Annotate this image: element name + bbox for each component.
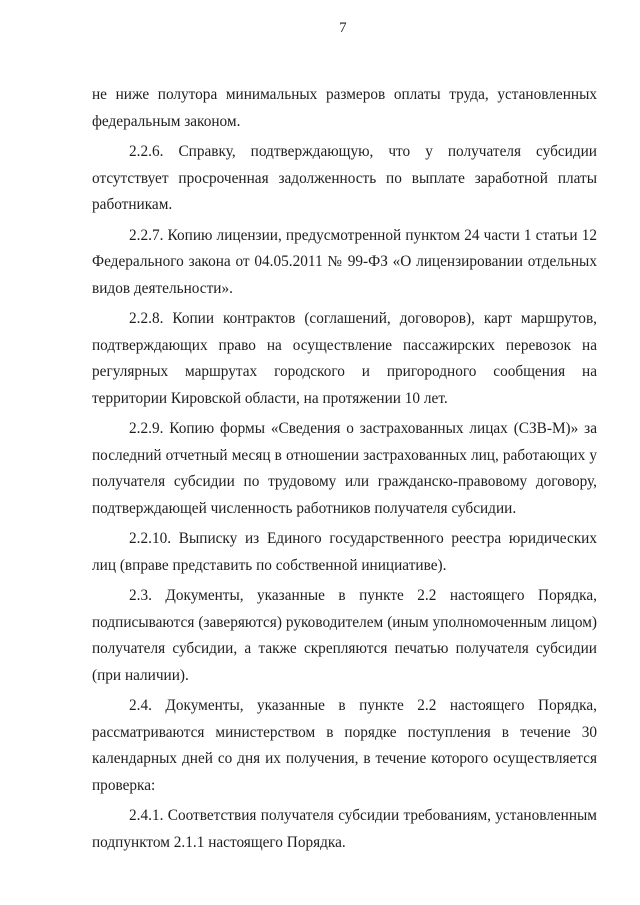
paragraph-2-4-1: 2.4.1. Соответствия получателя субсидии требованиям, установленным подпунктом 2.1.1 настоящего Порядка.	[92, 807, 597, 851]
paragraph-2-2-8: 2.2.8. Копии контрактов (соглашений, договоров), карт маршрутов, подтверждающих право на осуществление пассажирских перевозок на регулярных маршрутах городского и пригородного сообщения на территории Кировской области, на протяжении 10 лет.	[92, 310, 597, 407]
paragraph-2-3: 2.3. Документы, указанные в пункте 2.2 настоящего Порядка, подписываются (заверяются) руководителем (иным уполномоченным лицом) получателя субсидии, а также скрепляются печатью получателя субсидии (при наличии).	[92, 587, 597, 684]
paragraph-2-2-6: 2.2.6. Справку, подтверждающую, что у получателя субсидии отсутствует просроченная задолженность по выплате заработной платы работникам.	[92, 143, 597, 213]
paragraph-2-2-7: 2.2.7. Копию лицензии, предусмотренной пунктом 24 части 1 статьи 12 Федерального закона от 04.05.2011 № 99-ФЗ «О лицензировании отдельных видов деятельности».	[92, 226, 597, 297]
paragraph-2-2-9: 2.2.9. Копию формы «Сведения о застрахованных лицах (СЗВ-М)» за последний отчетный месяц в отношении застрахованных лиц, работающих у получателя субсидии по трудовому или гражданско-правовому договору, подтверждающей численность работников получателя субсидии.	[92, 420, 597, 517]
paragraph-2-2-10: 2.2.10. Выписку из Единого государственного реестра юридических лиц (вправе представить по собственной инициативе).	[92, 530, 597, 574]
page-number: 7	[339, 20, 347, 36]
document-body	[92, 82, 597, 856]
paragraph-continuation: не ниже полутора минимальных размеров оплаты труда, установленных федеральным законом.	[92, 86, 597, 130]
paragraph-2-4: 2.4. Документы, указанные в пункте 2.2 настоящего Порядка, рассматриваются министерством в порядке поступления в течение 30 календарных дней со дня их получения, в течение которого осуществляется проверка:	[92, 697, 597, 794]
